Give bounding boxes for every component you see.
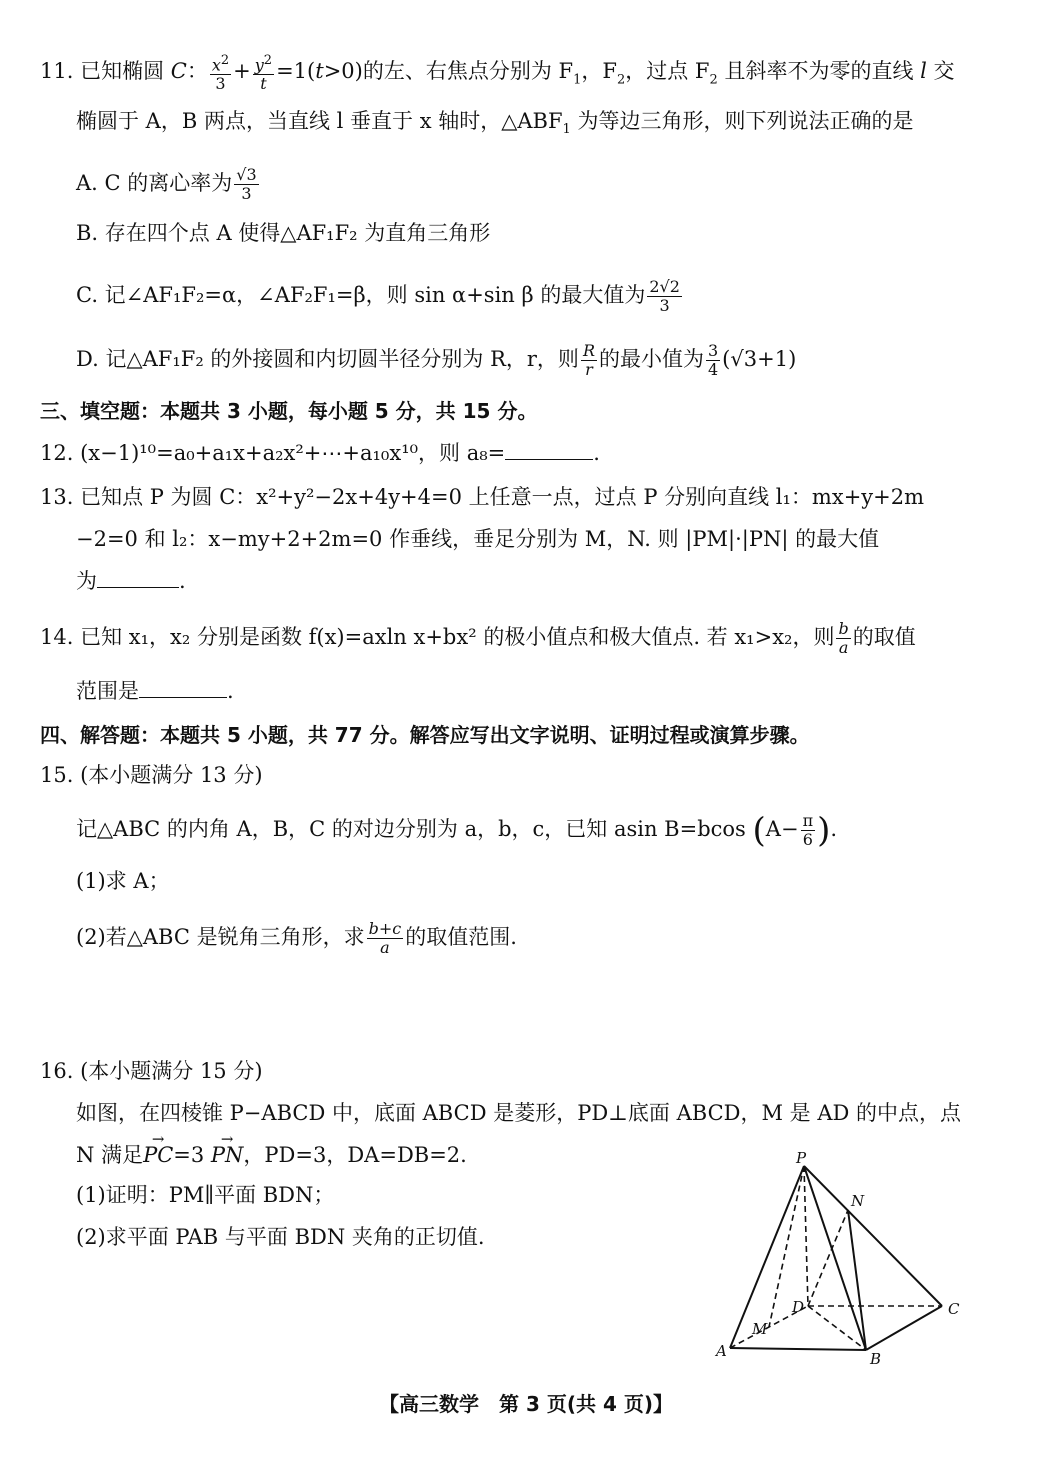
label-n: N [851, 1192, 865, 1210]
edge-ab [730, 1348, 866, 1350]
q11-option-d: D. 记△AF₁F₂ 的外接圆和内切圆半径分别为 R，r，则 $\frac{R}{r}$ 的最小值为 $\frac{3}{4}$ (√3+1) [76, 341, 797, 379]
q14-line1: 14. 已知 x₁，x₂ 分别是函数 f(x)=axln x+bx² 的极小值点和极大值点. 若 x₁>x₂，则 $\frac{b}{a}$ 的取值 [40, 619, 916, 657]
q13-line3: 为 . [76, 569, 186, 593]
label-d: D [792, 1298, 805, 1316]
label-a: A [716, 1342, 727, 1360]
q11-option-a: A. C 的离心率为 $\frac{√3}{3}$ [76, 165, 257, 203]
q16-line2: N 满足→ PC=3 → PN，PD=3，DA=DB=2. [76, 1140, 467, 1170]
q16-heading: 16. (本小题满分 15 分) [40, 1059, 263, 1083]
answer-blank-q14 [139, 697, 227, 698]
answer-blank-q12 [505, 459, 593, 460]
label-p: P [796, 1149, 807, 1167]
q14-line2: 范围是 . [76, 679, 234, 703]
fraction-y2-over-t: $\frac{y^2}{t}$ [254, 53, 273, 94]
q16-line1: 如图，在四棱锥 P−ABCD 中，底面 ABCD 是菱形，PD⊥底面 ABCD，M 是 AD 的中点，点 [76, 1101, 962, 1125]
q15-part2: (2)若△ABC 是锐角三角形，求 $\frac{b+c}{a}$ 的取值范围. [76, 919, 517, 957]
q15-heading: 15. (本小题满分 13 分) [40, 763, 263, 787]
edge-bc [866, 1306, 942, 1350]
q13-line2: −2=0 和 l₂：x−my+2+2m=0 作垂线，垂足分别为 M，N. 则 |PM|·|PN| 的最大值 [76, 527, 880, 551]
q11-option-b: B. 存在四个点 A 使得△AF₁F₂ 为直角三角形 [76, 221, 491, 245]
section-3-heading: 三、填空题：本题共 3 小题，每小题 5 分，共 15 分。 [40, 399, 538, 423]
edge-pc [804, 1166, 942, 1306]
label-c: C [948, 1300, 960, 1318]
q11-option-c: C. 记∠AF₁F₂=α，∠AF₂F₁=β，则 sin α+sin β 的最大值为 $\frac{2√2}{3}$ [76, 277, 680, 315]
edge-db [808, 1306, 866, 1350]
q16-part1: (1)证明：PM∥平面 BDN； [76, 1183, 335, 1207]
q15-stem: 记△ABC 的内角 A，B，C 的对边分别为 a，b，c，已知 asin B=bcos (A− $\frac{\pi}{6}$ ). [76, 810, 838, 851]
q15-part1: (1)求 A； [76, 869, 170, 893]
q11-line1: 11. 已知椭圆 C： $\frac{x^2}{3}$ + $\frac{y^2}{t}$ =1(t>0)的左、右焦点分别为 $F_1$，$F_2$，过点 $F_2$ 且斜率不为零的直线 l 交 [40, 53, 955, 94]
q11-line2: 椭圆于 A，B 两点，当直线 l 垂直于 x 轴时，$\triangle ABF_1$ 为等边三角形，则下列说法正确的是 [76, 109, 914, 138]
label-m: M [752, 1320, 768, 1338]
fraction-x2-over-3: $\frac{x^2}{3}$ [211, 53, 230, 94]
edge-pd [804, 1166, 808, 1306]
label-b: B [870, 1350, 882, 1368]
answer-blank-q13 [97, 587, 179, 588]
pyramid-figure [708, 1148, 972, 1368]
page-footer: 【高三数学 第 3 页(共 4 页)】 [379, 1392, 673, 1416]
q12: 12. (x−1)¹⁰=a₀+a₁x+a₂x²+⋯+a₁₀x¹⁰，则 a₈= . [40, 441, 600, 465]
q13-line1: 13. 已知点 P 为圆 C：x²+y²−2x+4y+4=0 上任意一点，过点 P 分别向直线 l₁：mx+y+2m [40, 485, 925, 509]
edge-bn [848, 1210, 866, 1350]
section-4-heading: 四、解答题：本题共 5 小题，共 77 分。解答应写出文字说明、证明过程或演算步骤。 [40, 723, 810, 747]
q16-part2: (2)求平面 PAB 与平面 BDN 夹角的正切值. [76, 1225, 485, 1249]
edge-dn [808, 1210, 848, 1306]
